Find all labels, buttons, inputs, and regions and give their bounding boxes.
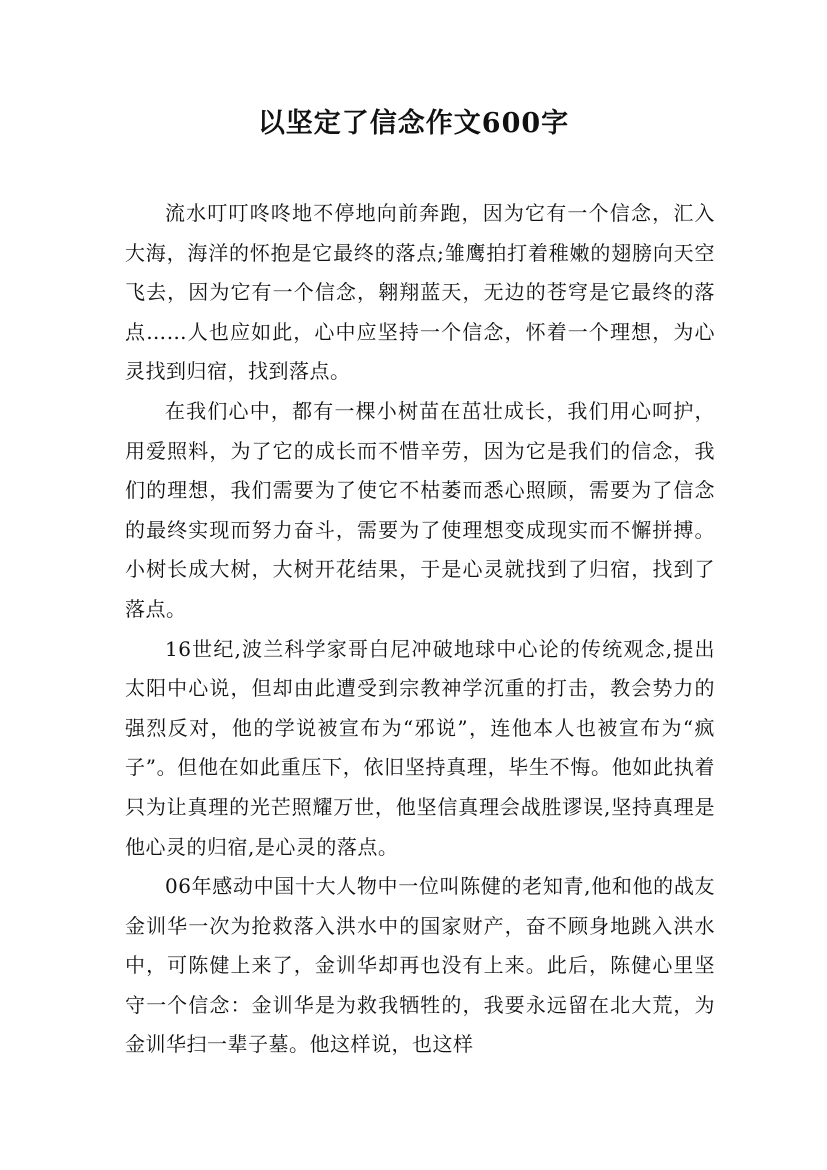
paragraph-3: 16世纪,波兰科学家哥白尼冲破地球中心论的传统观念,提出太阳中心说，但却由此遭受到宗教神学沉重的打击，教会势力的强烈反对，他的学说被宣布为“邪说”，连他本人也被宣布为“疯子”。但他在如此重压下，依旧坚持真理，毕生不悔。他如此执着只为让真理的光芒照耀万世，他坚信真理会战胜谬误,坚持真理是他心灵的归宿,是心灵的落点。 [125,636,715,859]
paragraph-2: 在我们心中，都有一棵小树苗在茁壮成长，我们用心呵护，用爱照料，为了它的成长而不惜辛劳，因为它是我们的信念，我们的理想，我们需要为了使它不枯萎而悉心照顾，需要为了信念的最终实现而努力奋斗，需要为了使理想变成现实而不懈拼搏。小树长成大树，大树开花结果，于是心灵就找到了归宿，找到了落点。 [125,398,715,621]
document-body [125,194,715,1065]
paragraph-1: 流水叮叮咚咚地不停地向前奔跑，因为它有一个信念，汇入大海，海洋的怀抱是它最终的落点;雏鹰拍打着稚嫩的翅膀向天空飞去，因为它有一个信念，翱翔蓝天，无边的苍穹是它最终的落点……人也应如此，心中应坚持一个信念，怀着一个理想，为心灵找到归宿，找到落点。 [125,201,715,384]
document-title: 以坚定了信念作文600字 [257,108,570,139]
paragraph-4: 06年感动中国十大人物中一位叫陈健的老知青,他和他的战友金训华一次为抢救落入洪水中的国家财产，奋不顾身地跳入洪水中，可陈健上来了，金训华却再也没有上来。此后，陈健心里坚守一个信念：金训华是为救我牺牲的，我要永远留在北大荒，为金训华扫一辈子墓。他这样说，也这样 [125,874,715,1057]
